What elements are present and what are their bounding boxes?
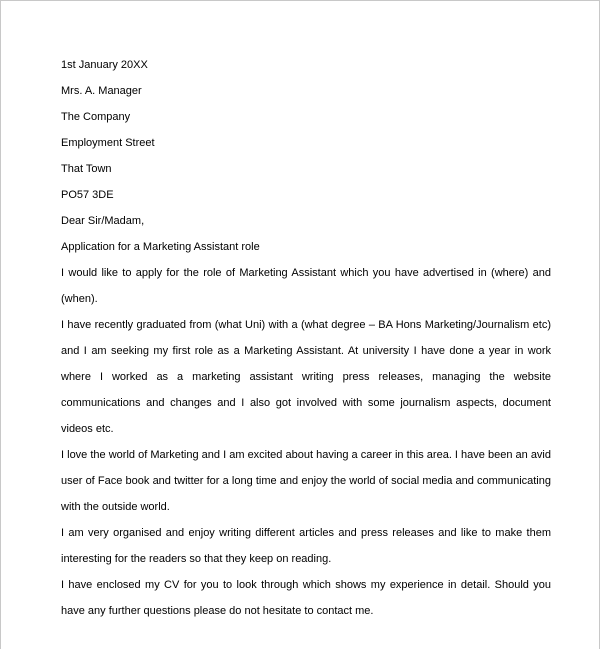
body-paragraph-4: I am very organised and enjoy writing different articles and press releases and like to make them interesting for the readers so that they keep on reading. — [61, 527, 551, 565]
subject-line: Application for a Marketing Assistant role — [61, 241, 260, 253]
letter-date: 1st January 20XX — [61, 59, 148, 71]
cover-letter — [61, 52, 551, 624]
recipient-name: Mrs. A. Manager — [61, 85, 142, 97]
recipient-town: That Town — [61, 163, 112, 175]
recipient-postcode: PO57 3DE — [61, 189, 114, 201]
body-paragraph-1: I would like to apply for the role of Marketing Assistant which you have advertised in (where) and (when). — [61, 267, 551, 305]
salutation: Dear Sir/Madam, — [61, 215, 145, 227]
recipient-company: The Company — [61, 111, 131, 123]
body-paragraph-2: I have recently graduated from (what Uni) with a (what degree – BA Hons Marketing/Journalism etc) and I am seeking my first role as a Marketing Assistant. At university I have done a year in work where I worked as a marketing assistant writing press releases, managing the website communications and changes and I also got involved with some journalism aspects, document videos etc. — [61, 319, 551, 435]
body-paragraph-3: I love the world of Marketing and I am excited about having a career in this area. I have been an avid user of Face book and twitter for a long time and enjoy the world of social media and communicating with the outside world. — [61, 449, 551, 513]
recipient-street: Employment Street — [61, 137, 155, 149]
body-paragraph-5: I have enclosed my CV for you to look through which shows my experience in detail. Should you have any further questions please do not hesitate to contact me. — [61, 579, 551, 617]
